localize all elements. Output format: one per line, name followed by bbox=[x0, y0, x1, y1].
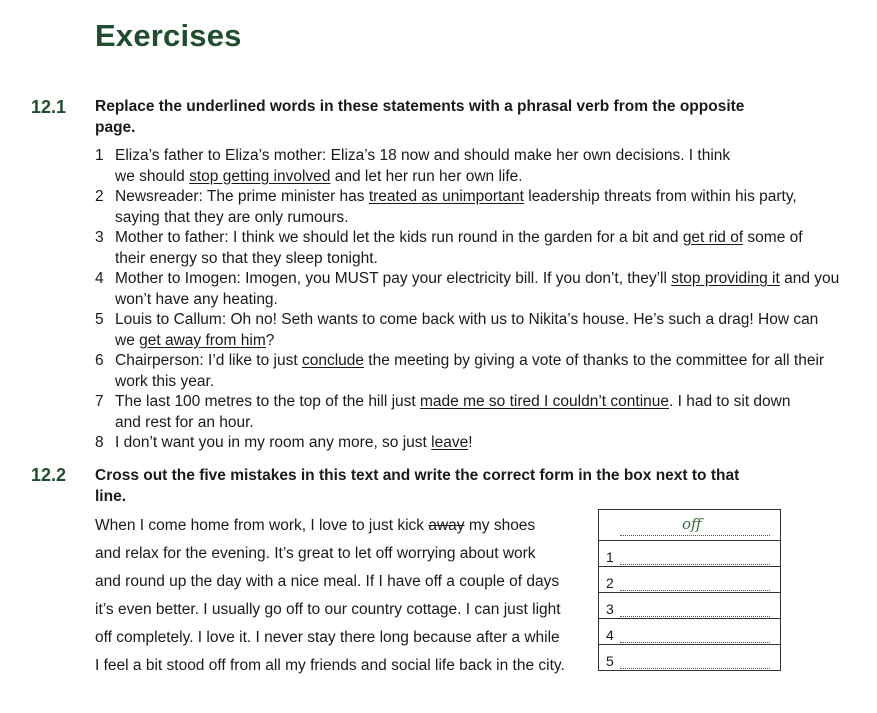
paragraph-text: my shoes and relax for the evening. It’s great to let off worrying about work and round up the day with a nice meal. If I have off a couple of days it’s even better. I usually go off to our country cottage. I can just light off completely. I love it. I never stay there long because after a while I feel a bit stood off from all my friends and social life back in the city. bbox=[95, 517, 565, 674]
answer-box bbox=[598, 509, 781, 671]
underlined-phrase: conclude bbox=[301, 352, 364, 369]
exercise-12-1-list bbox=[95, 146, 840, 454]
item-text: leadership threats from within his party, saying that they are only rumours. bbox=[115, 188, 797, 226]
exercise-instruction-12-2: Cross out the five mistakes in this text and write the correct form in the box next to that line. bbox=[95, 467, 740, 505]
item-text: . I had to sit down and rest for an hour. bbox=[115, 393, 791, 431]
crossed-out-word: away bbox=[428, 517, 465, 534]
answer-label: 5 bbox=[606, 652, 614, 669]
list-item bbox=[95, 351, 835, 392]
answer-cell[interactable] bbox=[599, 593, 781, 619]
list-item bbox=[95, 146, 735, 187]
underlined-phrase: treated as unimportant bbox=[368, 188, 524, 205]
answer-row-example bbox=[599, 510, 781, 541]
answer-line bbox=[620, 654, 770, 669]
page-title: Exercises bbox=[95, 18, 242, 53]
item-text: Eliza’s father to Eliza’s mother: Eliza’s 18 now and should make her own decisions. I think we should bbox=[115, 147, 731, 185]
exercise-number-12-1: 12.1 bbox=[31, 97, 67, 117]
answer-label: 3 bbox=[606, 600, 614, 617]
item-number: 1 bbox=[95, 147, 104, 164]
list-item bbox=[95, 187, 825, 228]
item-number: 2 bbox=[95, 188, 104, 205]
answer-label: 2 bbox=[606, 574, 614, 591]
paragraph-text: When I come home from work, I love to just kick bbox=[95, 517, 429, 534]
exercise-instruction-12-1: Replace the underlined words in these statements with a phrasal verb from the opposite page. bbox=[95, 98, 745, 136]
answer-row bbox=[599, 619, 781, 645]
item-text: Mother to father: I think we should let the kids run round in the garden for a bit and bbox=[115, 229, 683, 246]
item-number: 6 bbox=[95, 352, 104, 369]
item-text: Louis to Callum: Oh no! Seth wants to come back with us to Nikita’s house. He’s such a drag! How can we bbox=[115, 311, 819, 349]
exercise-12-2-text bbox=[95, 512, 565, 680]
answer-row bbox=[599, 541, 781, 567]
item-number: 8 bbox=[95, 434, 104, 451]
list-item bbox=[95, 392, 815, 433]
answer-label: 1 bbox=[606, 548, 614, 565]
list-item bbox=[95, 310, 840, 351]
answer-label: 4 bbox=[606, 626, 614, 643]
answer-cell[interactable] bbox=[599, 510, 781, 541]
answer-cell[interactable] bbox=[599, 619, 781, 645]
item-text: and let her run her own life. bbox=[330, 167, 523, 185]
answer-line bbox=[620, 602, 770, 617]
answer-line bbox=[620, 628, 770, 643]
answer-row bbox=[599, 567, 781, 593]
item-number: 7 bbox=[95, 393, 104, 410]
item-text: the meeting by giving a vote of thanks to the committee for all their work this year. bbox=[115, 352, 825, 390]
list-item bbox=[95, 269, 845, 310]
answer-cell[interactable] bbox=[599, 541, 781, 567]
example-answer: off bbox=[682, 515, 702, 533]
underlined-phrase: stop providing it bbox=[671, 270, 780, 287]
answer-line bbox=[620, 550, 770, 565]
list-item bbox=[95, 433, 835, 454]
item-number: 5 bbox=[95, 311, 104, 328]
underlined-phrase: get rid of bbox=[682, 229, 744, 246]
underlined-phrase: get away from him bbox=[139, 331, 266, 349]
answer-row bbox=[599, 593, 781, 619]
item-text: some of their energy so that they sleep tonight. bbox=[115, 229, 803, 267]
underlined-phrase: made me so tired I couldn’t continue bbox=[420, 393, 669, 410]
list-item bbox=[95, 228, 825, 269]
item-text: ! bbox=[468, 434, 473, 451]
item-text: and you won’t have any heating. bbox=[115, 270, 840, 308]
answer-row bbox=[599, 645, 781, 671]
answer-line bbox=[620, 576, 770, 591]
answer-cell[interactable] bbox=[599, 645, 781, 671]
underlined-phrase: stop getting involved bbox=[189, 167, 331, 185]
item-text: Mother to Imogen: Imogen, you MUST pay your electricity bill. If you don’t, they’ll bbox=[115, 270, 672, 287]
item-text: ? bbox=[265, 331, 275, 349]
item-text: Chairperson: I’d like to just bbox=[115, 352, 302, 369]
answer-cell[interactable] bbox=[599, 567, 781, 593]
exercise-number-12-2: 12.2 bbox=[31, 465, 67, 485]
item-text: Newsreader: The prime minister has bbox=[115, 188, 369, 205]
item-number: 3 bbox=[95, 229, 104, 246]
item-number: 4 bbox=[95, 270, 104, 287]
item-text: The last 100 metres to the top of the hill just bbox=[115, 393, 420, 410]
item-text: I don’t want you in my room any more, so just bbox=[115, 434, 432, 451]
answer-line bbox=[620, 515, 770, 536]
underlined-phrase: leave bbox=[431, 434, 469, 451]
